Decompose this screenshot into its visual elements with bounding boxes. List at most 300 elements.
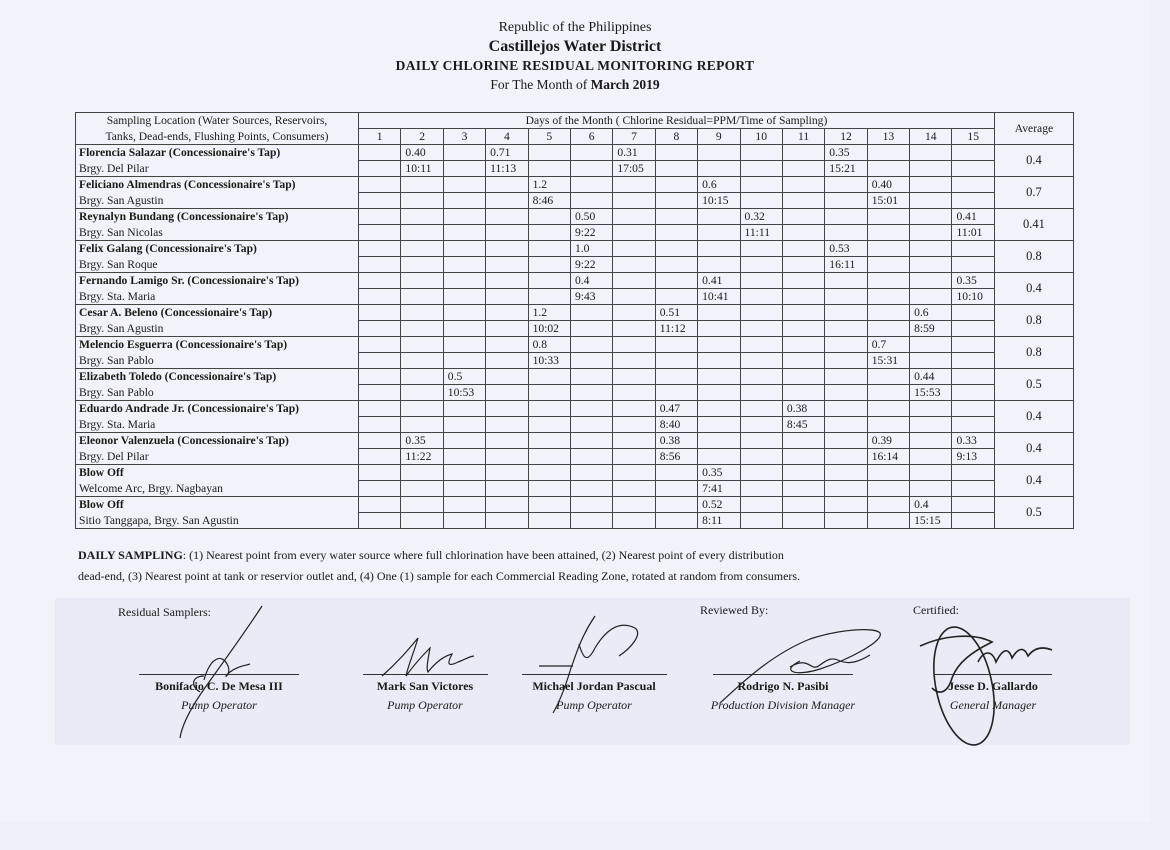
signature-scribble [912, 622, 1062, 757]
ppm-cell [655, 241, 697, 257]
signatory-role: Pump Operator [556, 698, 632, 712]
ppm-cell [486, 337, 528, 353]
time-cell [952, 161, 994, 177]
time-cell [952, 321, 994, 337]
ppm-cell [486, 433, 528, 449]
time-cell [443, 481, 485, 497]
time-cell [910, 449, 952, 465]
time-cell [359, 321, 401, 337]
ppm-cell [401, 177, 443, 193]
signatory-name: Jesse D. Gallardo [948, 679, 1038, 693]
time-cell [910, 225, 952, 241]
ppm-cell: 0.5 [443, 369, 485, 385]
location-place: Brgy. San Roque [76, 257, 359, 273]
time-cell [359, 481, 401, 497]
location-name: Feliciano Almendras (Concessionaire's Tap) [76, 177, 359, 193]
time-cell [613, 289, 655, 305]
ppm-cell [782, 145, 824, 161]
time-cell [910, 257, 952, 273]
ppm-cell [825, 209, 867, 225]
ppm-cell [655, 465, 697, 481]
ppm-cell: 0.4 [910, 497, 952, 513]
signatory-name: Michael Jordan Pascual [532, 679, 656, 693]
day-header: 6 [570, 129, 612, 145]
average-cell: 0.5 [994, 369, 1073, 401]
time-cell: 8:45 [782, 417, 824, 433]
ppm-cell: 0.39 [867, 433, 909, 449]
time-cell [401, 289, 443, 305]
time-cell [443, 289, 485, 305]
time-cell [528, 385, 570, 401]
time-cell [570, 385, 612, 401]
location-name: Blow Off [76, 465, 359, 481]
ppm-cell [570, 305, 612, 321]
ppm-cell [443, 465, 485, 481]
time-cell [486, 225, 528, 241]
ppm-cell [401, 369, 443, 385]
time-cell [528, 513, 570, 529]
time-cell [359, 289, 401, 305]
ppm-cell [613, 337, 655, 353]
table-row [76, 369, 1074, 385]
time-cell [528, 289, 570, 305]
time-cell [740, 513, 782, 529]
ppm-cell [443, 209, 485, 225]
time-cell [782, 513, 824, 529]
location-name: Florencia Salazar (Concessionaire's Tap) [76, 145, 359, 161]
time-cell: 10:11 [401, 161, 443, 177]
ppm-cell: 1.0 [570, 241, 612, 257]
table-header-row-1 [76, 113, 1074, 129]
residual-samplers-label: Residual Samplers: [118, 605, 211, 619]
ppm-cell [698, 241, 740, 257]
table-row [76, 145, 1074, 161]
location-header: Sampling Location (Water Sources, Reservoirs, [76, 113, 359, 129]
time-cell [782, 321, 824, 337]
time-cell [740, 353, 782, 369]
ppm-cell [782, 209, 824, 225]
certified-label: Certified: [913, 603, 959, 617]
ppm-cell [782, 241, 824, 257]
ppm-cell: 0.8 [528, 337, 570, 353]
ppm-cell [655, 209, 697, 225]
signature-scribble [170, 600, 270, 740]
time-cell [655, 225, 697, 241]
ppm-cell [740, 241, 782, 257]
table-row-time [76, 321, 1074, 337]
notes-line-2: dead-end, (3) Nearest point at tank or reservior outlet and, (4) One (1) sample for each Commercial Reading Zone, rotated at random from consumers. [78, 569, 801, 583]
table-row [76, 401, 1074, 417]
time-cell [570, 353, 612, 369]
time-cell [570, 321, 612, 337]
table-row [76, 433, 1074, 449]
signatory-name: Mark San Victores [376, 679, 474, 693]
ppm-cell [528, 433, 570, 449]
time-cell [910, 353, 952, 369]
ppm-cell [528, 465, 570, 481]
time-cell [486, 257, 528, 273]
time-cell [528, 161, 570, 177]
time-cell [443, 257, 485, 273]
district-name: Castillejos Water District [488, 38, 662, 55]
time-cell [952, 385, 994, 401]
ppm-cell [952, 465, 994, 481]
ppm-cell [613, 177, 655, 193]
ppm-cell [867, 273, 909, 289]
ppm-cell [782, 433, 824, 449]
ppm-cell [443, 337, 485, 353]
location-place: Brgy. San Agustin [76, 193, 359, 209]
ppm-cell [867, 209, 909, 225]
time-cell [486, 449, 528, 465]
ppm-cell: 0.40 [401, 145, 443, 161]
time-cell [825, 513, 867, 529]
average-cell: 0.8 [994, 337, 1073, 369]
ppm-cell [528, 369, 570, 385]
day-header: 15 [952, 129, 994, 145]
reviewed-by-label: Reviewed By: [700, 603, 769, 617]
ppm-cell [867, 497, 909, 513]
ppm-cell [740, 177, 782, 193]
time-cell [740, 289, 782, 305]
time-cell [740, 417, 782, 433]
time-cell [570, 161, 612, 177]
ppm-cell [825, 305, 867, 321]
ppm-cell [359, 177, 401, 193]
time-cell [486, 193, 528, 209]
ppm-cell [740, 465, 782, 481]
time-cell: 15:21 [825, 161, 867, 177]
average-cell: 0.4 [994, 401, 1073, 433]
ppm-cell [401, 209, 443, 225]
time-cell [613, 385, 655, 401]
ppm-cell [952, 145, 994, 161]
ppm-cell: 0.35 [401, 433, 443, 449]
time-cell [486, 289, 528, 305]
average-header: Average [994, 113, 1073, 145]
time-cell: 11:12 [655, 321, 697, 337]
ppm-cell [528, 145, 570, 161]
ppm-cell: 0.47 [655, 401, 697, 417]
ppm-cell [359, 401, 401, 417]
ppm-cell [528, 273, 570, 289]
chlorine-residual-table [75, 112, 1074, 529]
time-cell: 15:53 [910, 385, 952, 401]
location-name: Melencio Esguerra (Concessionaire's Tap) [76, 337, 359, 353]
time-cell [952, 481, 994, 497]
ppm-cell [867, 145, 909, 161]
location-name: Blow Off [76, 497, 359, 513]
location-name: Reynalyn Bundang (Concessionaire's Tap) [76, 209, 359, 225]
ppm-cell [443, 433, 485, 449]
ppm-cell [486, 401, 528, 417]
time-cell: 9:13 [952, 449, 994, 465]
ppm-cell: 0.40 [867, 177, 909, 193]
ppm-cell [952, 177, 994, 193]
time-cell [613, 321, 655, 337]
ppm-cell [443, 145, 485, 161]
time-cell [655, 481, 697, 497]
ppm-cell [486, 241, 528, 257]
ppm-cell: 1.2 [528, 177, 570, 193]
ppm-cell [570, 337, 612, 353]
location-place: Brgy. San Nicolas [76, 225, 359, 241]
time-cell: 7:41 [698, 481, 740, 497]
time-cell: 8:56 [655, 449, 697, 465]
time-cell [401, 353, 443, 369]
ppm-cell [570, 177, 612, 193]
signatory-name: Rodrigo N. Pasibi [737, 679, 829, 693]
time-cell [486, 353, 528, 369]
time-cell [401, 417, 443, 433]
ppm-cell [655, 273, 697, 289]
time-cell: 11:13 [486, 161, 528, 177]
ppm-cell: 0.38 [655, 433, 697, 449]
table-body [76, 145, 1074, 529]
time-cell [910, 289, 952, 305]
day-header: 9 [698, 129, 740, 145]
ppm-cell [486, 209, 528, 225]
signature-scribble [535, 608, 645, 718]
ppm-cell [740, 497, 782, 513]
ppm-cell [825, 369, 867, 385]
time-cell [613, 513, 655, 529]
ppm-cell [825, 177, 867, 193]
ppm-cell [401, 241, 443, 257]
report-header [0, 18, 1150, 94]
time-cell [486, 417, 528, 433]
report-month: For The Month of March 2019 [490, 77, 660, 92]
ppm-cell [740, 337, 782, 353]
ppm-cell [486, 369, 528, 385]
table-row-time [76, 513, 1074, 529]
location-place: Brgy. Sta. Maria [76, 289, 359, 305]
ppm-cell [486, 465, 528, 481]
location-name: Elizabeth Toledo (Concessionaire's Tap) [76, 369, 359, 385]
average-cell: 0.8 [994, 241, 1073, 273]
ppm-cell [401, 305, 443, 321]
day-header: 11 [782, 129, 824, 145]
time-cell [867, 257, 909, 273]
ppm-cell [952, 305, 994, 321]
signatory-role: Pump Operator [387, 698, 463, 712]
ppm-cell [486, 305, 528, 321]
ppm-cell [401, 273, 443, 289]
time-cell [655, 161, 697, 177]
ppm-cell [740, 273, 782, 289]
ppm-cell [910, 401, 952, 417]
ppm-cell: 0.52 [698, 497, 740, 513]
time-cell [528, 225, 570, 241]
time-cell [740, 449, 782, 465]
ppm-cell: 0.35 [825, 145, 867, 161]
ppm-cell [952, 241, 994, 257]
ppm-cell: 0.41 [952, 209, 994, 225]
time-cell [867, 481, 909, 497]
time-cell [740, 385, 782, 401]
ppm-cell [910, 433, 952, 449]
time-cell [825, 417, 867, 433]
ppm-cell [528, 209, 570, 225]
ppm-cell: 0.50 [570, 209, 612, 225]
ppm-cell [910, 465, 952, 481]
ppm-cell [570, 369, 612, 385]
time-cell [655, 385, 697, 401]
time-cell [655, 353, 697, 369]
ppm-cell [867, 305, 909, 321]
time-cell: 8:59 [910, 321, 952, 337]
time-cell [443, 321, 485, 337]
ppm-cell [698, 145, 740, 161]
signature-scribble [700, 625, 890, 705]
ppm-cell [825, 401, 867, 417]
ppm-cell [655, 337, 697, 353]
average-cell: 0.41 [994, 209, 1073, 241]
ppm-cell [867, 369, 909, 385]
time-cell [698, 449, 740, 465]
table-row-time [76, 225, 1074, 241]
ppm-cell [613, 497, 655, 513]
day-header: 12 [825, 129, 867, 145]
time-cell [613, 481, 655, 497]
ppm-cell [401, 401, 443, 417]
time-cell [613, 449, 655, 465]
time-cell [443, 513, 485, 529]
republic-line: Republic of the Philippines [498, 20, 652, 35]
ppm-cell: 0.44 [910, 369, 952, 385]
time-cell [698, 257, 740, 273]
ppm-cell [443, 497, 485, 513]
ppm-cell [359, 433, 401, 449]
ppm-cell [698, 209, 740, 225]
ppm-cell [655, 497, 697, 513]
time-cell [952, 417, 994, 433]
day-header: 14 [910, 129, 952, 145]
ppm-cell: 0.31 [613, 145, 655, 161]
ppm-cell: 1.2 [528, 305, 570, 321]
time-cell [740, 321, 782, 337]
time-cell [613, 225, 655, 241]
time-cell [825, 225, 867, 241]
time-cell [401, 513, 443, 529]
location-name: Felix Galang (Concessionaire's Tap) [76, 241, 359, 257]
table-row-time [76, 193, 1074, 209]
time-cell [698, 353, 740, 369]
time-cell [698, 225, 740, 241]
location-place: Brgy. San Pablo [76, 385, 359, 401]
time-cell [528, 481, 570, 497]
ppm-cell [443, 305, 485, 321]
time-cell [698, 321, 740, 337]
time-cell [698, 161, 740, 177]
time-cell [443, 161, 485, 177]
ppm-cell [528, 241, 570, 257]
ppm-cell [782, 465, 824, 481]
time-cell [443, 353, 485, 369]
time-cell [401, 193, 443, 209]
time-cell [570, 481, 612, 497]
ppm-cell [486, 177, 528, 193]
ppm-cell [698, 433, 740, 449]
table-row [76, 177, 1074, 193]
ppm-cell [910, 241, 952, 257]
ppm-cell [359, 465, 401, 481]
time-cell: 11:11 [740, 225, 782, 241]
ppm-cell [698, 305, 740, 321]
day-header: 1 [359, 129, 401, 145]
location-name: Eduardo Andrade Jr. (Concessionaire's Tap) [76, 401, 359, 417]
ppm-cell [952, 401, 994, 417]
time-cell [910, 417, 952, 433]
ppm-cell [825, 433, 867, 449]
time-cell [359, 385, 401, 401]
time-cell [613, 353, 655, 369]
signatory-role: General Manager [949, 698, 1037, 712]
ppm-cell [825, 337, 867, 353]
ppm-cell [570, 145, 612, 161]
ppm-cell [782, 337, 824, 353]
ppm-cell: 0.7 [867, 337, 909, 353]
table-row [76, 497, 1074, 513]
ppm-cell [655, 369, 697, 385]
location-place: Brgy. San Agustin [76, 321, 359, 337]
time-cell [401, 257, 443, 273]
time-cell: 10:02 [528, 321, 570, 337]
time-cell [359, 257, 401, 273]
location-place: Brgy. Sta. Maria [76, 417, 359, 433]
ppm-cell: 0.4 [570, 273, 612, 289]
time-cell [782, 449, 824, 465]
average-cell: 0.4 [994, 433, 1073, 465]
time-cell [570, 193, 612, 209]
ppm-cell [359, 337, 401, 353]
ppm-cell [443, 401, 485, 417]
location-name: Eleonor Valenzuela (Concessionaire's Tap) [76, 433, 359, 449]
time-cell [782, 385, 824, 401]
ppm-cell [359, 209, 401, 225]
ppm-cell: 0.6 [698, 177, 740, 193]
time-cell [698, 417, 740, 433]
ppm-cell [740, 401, 782, 417]
time-cell: 17:05 [613, 161, 655, 177]
ppm-cell [528, 497, 570, 513]
time-cell [952, 513, 994, 529]
time-cell: 8:11 [698, 513, 740, 529]
time-cell [486, 321, 528, 337]
time-cell [867, 513, 909, 529]
ppm-cell [740, 433, 782, 449]
average-cell: 0.5 [994, 497, 1073, 529]
time-cell: 11:22 [401, 449, 443, 465]
days-header: Days of the Month ( Chlorine Residual=PPM/Time of Sampling) [359, 113, 995, 129]
ppm-cell [401, 337, 443, 353]
ppm-cell [655, 145, 697, 161]
time-cell [443, 449, 485, 465]
time-cell [401, 225, 443, 241]
ppm-cell [952, 497, 994, 513]
ppm-cell [359, 305, 401, 321]
ppm-cell [782, 177, 824, 193]
signature-scribble [378, 632, 478, 682]
time-cell [486, 513, 528, 529]
ppm-cell [655, 177, 697, 193]
ppm-cell: 0.35 [952, 273, 994, 289]
average-cell: 0.4 [994, 465, 1073, 497]
time-cell [570, 417, 612, 433]
table-row-time [76, 449, 1074, 465]
time-cell [867, 225, 909, 241]
time-cell [359, 161, 401, 177]
